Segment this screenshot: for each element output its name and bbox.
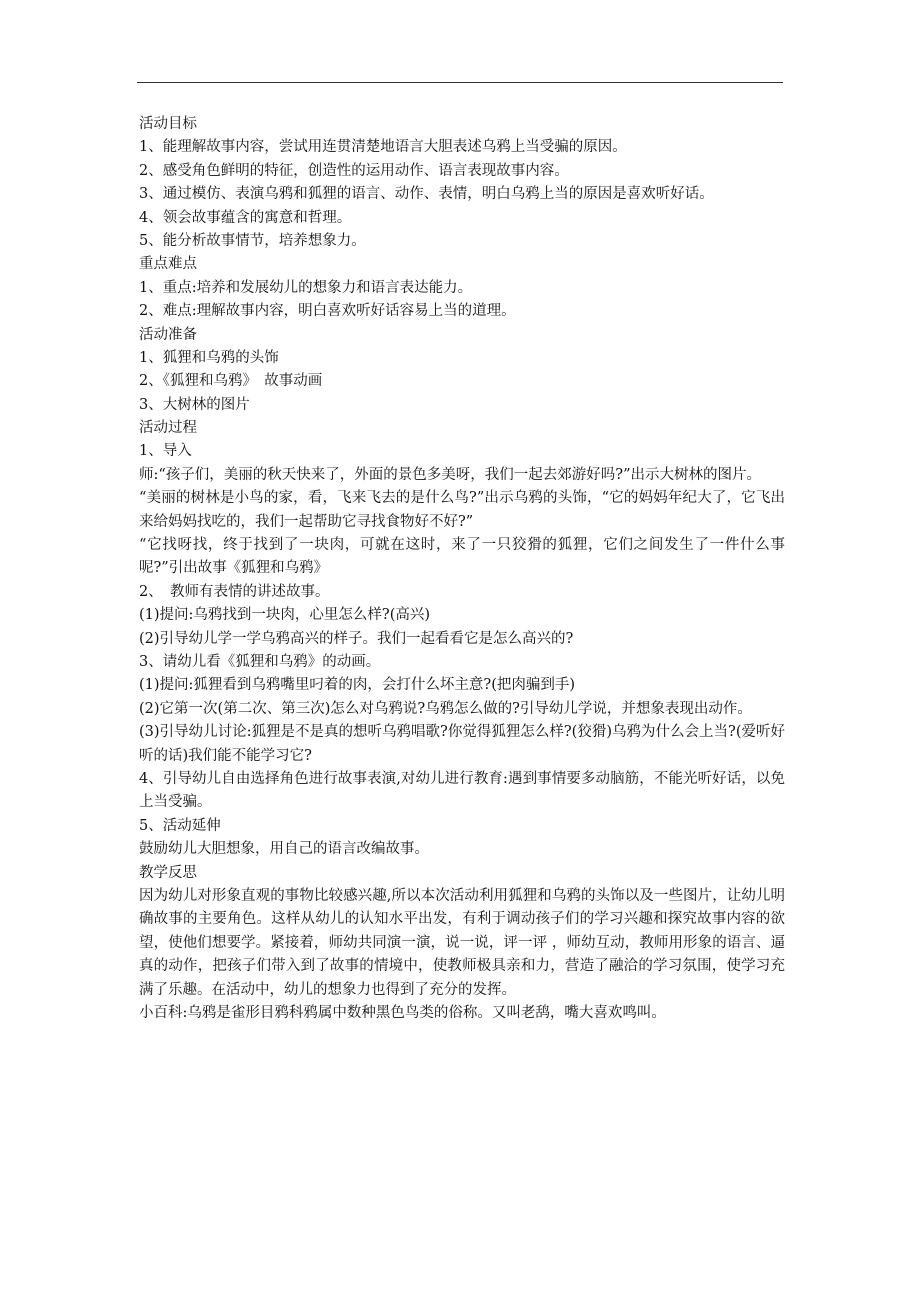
preparation-item-1: 1、狐狸和乌鸦的头饰 [139,349,279,366]
section-heading-reflection: 教学反思 [139,864,197,881]
goal-item-2: 2、感受角色鲜明的特征，创造性的运用动作、语言表现故事内容。 [139,162,569,179]
header-rule [137,82,783,83]
intro-paragraph-3: “它找呀找，终于找到了一块肉，可就在这时，来了一只狡猾的狐狸，它们之间发生了一件什么事呢?”引出故事《狐狸和乌鸦》 [139,537,785,577]
key-point-2: 2、难点:理解故事内容，明白喜欢听好话容易上当的道理。 [139,303,516,320]
intro-paragraph-2: “美丽的树林是小鸟的家，看，飞来飞去的是什么鸟?”出示乌鸦的头饰，“它的妈妈年纪大了，它飞出来给妈妈找吃的，我们一起帮助它寻找食物好不好?” [139,490,785,530]
preparation-item-3: 3、大树林的图片 [139,396,250,413]
encyclopedia-note: 小百科:乌鸦是雀形目鸦科鸦属中数种黑色鸟类的俗称。又叫老鸹，嘴大喜欢鸣叫。 [139,1005,666,1022]
intro-paragraph-1: 师:“孩子们，美丽的秋天快来了，外面的景色多美呀，我们一起去郊游好吗?”出示大树林的图片。 [139,466,761,483]
process-question-3: (1)提问:狐狸看到乌鸦嘴里叼着的肉，会打什么坏主意?(把肉骗到手) [139,677,576,694]
process-question-1: (1)提问:乌鸦找到一块肉，心里怎么样?(高兴) [139,607,431,624]
document-body [139,113,785,1025]
section-heading-process: 活动过程 [139,420,197,437]
goal-item-5: 5、能分析故事情节，培养想象力。 [139,232,366,249]
goal-item-4: 4、领会故事蕴含的寓意和哲理。 [139,209,352,226]
section-heading-key-points: 重点难点 [139,256,197,273]
process-step-4: 4、引导幼儿自由选择角色进行故事表演,对幼儿进行教育:遇到事情要多动脑筋，不能光听好话，以免上当受骗。 [139,771,785,811]
section-heading-preparation: 活动准备 [139,326,197,343]
preparation-item-2: 2、《狐狸和乌鸦》 故事动画 [139,373,323,390]
extension-text: 鼓励幼儿大胆想象，用自己的语言改编故事。 [139,841,429,858]
goal-item-1: 1、能理解故事内容，尝试用连贯清楚地语言大胆表述乌鸦上当受骗的原因。 [139,139,627,156]
section-heading-goals: 活动目标 [139,116,197,132]
process-step-1: 1、导入 [139,443,192,460]
process-question-4: (2)它第一次(第二次、第三次)怎么对乌鸦说?乌鸦怎么做的?引导幼儿学说，并想象表现出动作。 [139,700,752,717]
key-point-1: 1、重点:培养和发展幼儿的想象力和语言表达能力。 [139,279,473,296]
reflection-paragraph: 因为幼儿对形象直观的事物比较感兴趣,所以本次活动利用狐狸和乌鸦的头饰以及一些图片，让幼儿明确故事的主要角色。这样从幼儿的认知水平出发，有利于调动孩子们的学习兴趣和探究故事内容的欲望，使他们想要学。紧接着，师幼共同演一演，说一说，评一评 ，师幼互动，教师用形象的语言、逼真的动作，把孩子们带入到了故事的情境中，使教师极具亲和力，营造了融洽的学习氛围，使学习充满了乐趣。在活动中，幼儿的想象力也得到了充分的发挥。 [139,888,785,998]
process-step-5: 5、活动延伸 [139,817,221,834]
process-step-3: 3、请幼儿看《狐狸和乌鸦》的动画。 [139,654,381,671]
process-question-5: (3)引导幼儿讨论:狐狸是不是真的想听乌鸦唱歌?你觉得狐狸怎么样?(狡猾)乌鸦为什么会上当?(爱听好听的话)我们能不能学习它? [139,724,785,764]
process-step-2: 2、 教师有表情的讲述故事。 [139,583,330,600]
goal-item-3: 3、通过模仿、表演乌鸦和狐狸的语言、动作、表情，明白乌鸦上当的原因是喜欢听好话。 [139,186,714,203]
process-question-2: (2)引导幼儿学一学乌鸦高兴的样子。我们一起看看它是怎么高兴的? [139,630,574,647]
